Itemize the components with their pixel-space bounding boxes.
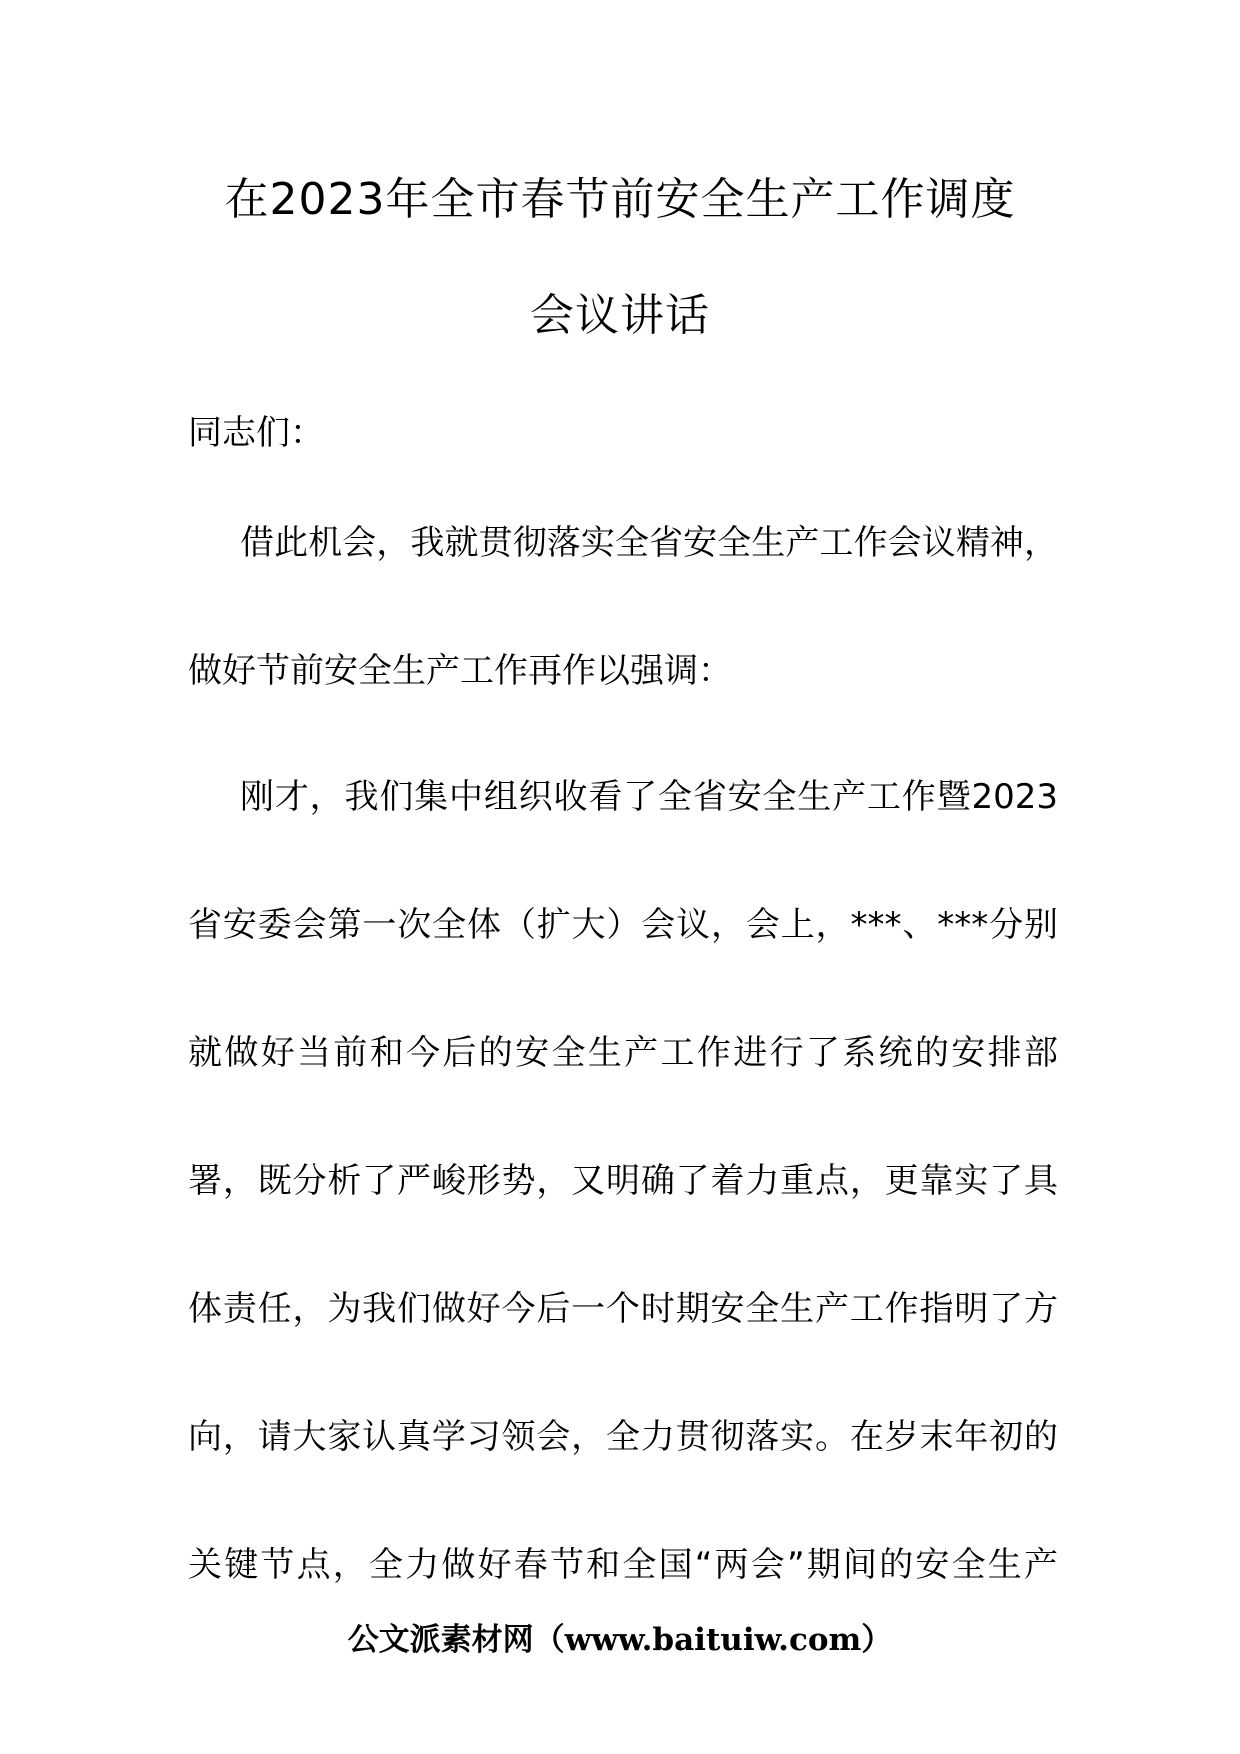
paragraph-line: 省安委会第一次全体（扩大）会议，会上，***、***分别 bbox=[188, 905, 1058, 945]
paragraph-line: 体责任，为我们做好今后一个时期安全生产工作指明了方 bbox=[188, 1289, 1058, 1329]
footer-source-label: 公文派素材网（www.baituiw.com） bbox=[347, 1622, 893, 1658]
paragraph-line: 做好节前安全生产工作再作以强调： bbox=[188, 651, 732, 691]
salutation: 同志们： bbox=[188, 413, 324, 453]
document-title-line-2: 会议讲话 bbox=[530, 290, 710, 341]
paragraph-line: 借此机会，我就贯彻落实全省安全生产工作会议精神， bbox=[240, 523, 1058, 563]
paragraph-line: 刚才，我们集中组织收看了全省安全生产工作暨2023 bbox=[240, 777, 1058, 817]
paragraph-line: 向，请大家认真学习领会，全力贯彻落实。在岁末年初的 bbox=[188, 1417, 1058, 1457]
paragraph-line: 署，既分析了严峻形势，又明确了着力重点，更靠实了具 bbox=[188, 1161, 1058, 1201]
document-title-line-1: 在2023年全市春节前安全生产工作调度 bbox=[224, 174, 1016, 225]
paragraph-line: 关键节点，全力做好春节和全国“两会”期间的安全生产 bbox=[188, 1545, 1058, 1585]
paragraph-line: 就做好当前和今后的安全生产工作进行了系统的安排部 bbox=[188, 1033, 1058, 1073]
